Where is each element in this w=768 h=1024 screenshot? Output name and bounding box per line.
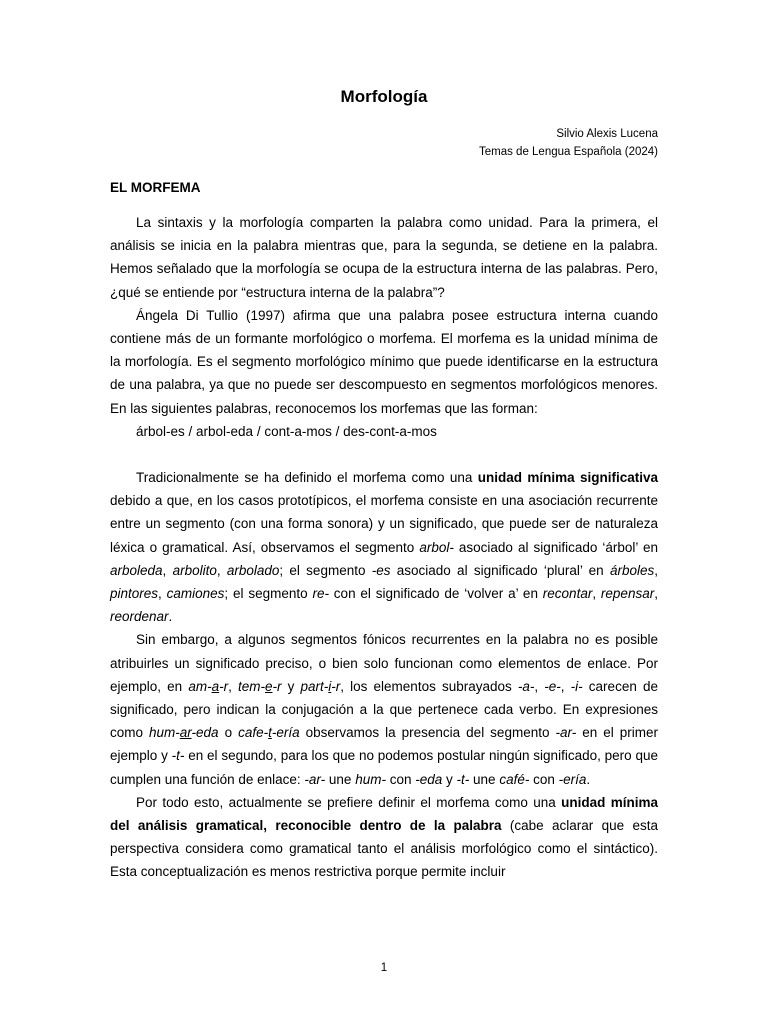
paragraph-gap <box>110 443 658 466</box>
document-body <box>110 211 658 884</box>
course-name: Temas de Lengua Española (2024) <box>478 146 658 158</box>
document-page <box>110 0 658 1024</box>
paragraph-1: La sintaxis y la morfología comparten la palabra como unidad. Para la primera, el análisis se inicia en la palabra mientras que, para la segunda, se detiene en la palabra. Hemos señalado que la morfología se ocupa de la estructura interna de las palabras. Pero, ¿qué se entiende por “estructura interna de la palabra”? <box>110 215 658 300</box>
author-name: Silvio Alexis Lucena <box>556 128 658 140</box>
section-heading: EL MORFEMA <box>110 180 201 195</box>
author-block <box>479 125 658 161</box>
morpheme-examples: árbol-es / arbol-eda / cont-a-mos / des-cont-a-mos <box>136 423 437 439</box>
paragraph-3: Tradicionalmente se ha definido el morfema como una unidad mínima significativa debido a que, en los casos prototípicos, el morfema consiste en una asociación recurrente entre un segmento (con una forma sonora) y un significado, que puede ser de naturaleza léxica o gramatical. Así, observamos el segmento arbol- asociado al significado ‘árbol’ en arboleda, arbolito, arbolado; el segmento -es asociado al significado ‘plural’ en árboles, pintores, camiones; el segmento re- con el significado de ‘volver a’ en recontar, repensar, reordenar. <box>110 470 658 625</box>
document-title: Morfología <box>340 87 428 106</box>
paragraph-2: Ángela Di Tullio (1997) afirma que una palabra posee estructura interna cuando contiene más de un formante morfológico o morfema. El morfema es la unidad mínima de la morfología. Es el segmento morfológico mínimo que puede identificarse en la estructura de una palabra, ya que no puede ser descompuesto en segmentos morfológicos menores. En las siguientes palabras, reconocemos los morfemas que las forman: <box>110 307 658 416</box>
paragraph-4: Sin embargo, a algunos segmentos fónicos recurrentes en la palabra no es posible atribuirles un significado preciso, o bien solo funcionan como elementos de enlace. Por ejemplo, en am-a-r, tem-e-r y part-i-r, los elementos subrayados -a-, -e-, -i- carecen de significado, pero indican la conjugación a la que pertenece cada verbo. En expresiones como hum-ar-eda o cafe-t-ería observamos la presencia del segmento -ar- en el primer ejemplo y -t- en el segundo, para los que no podemos postular ningún significado, pero que cumplen una función de enlace: -ar- une hum- con -eda y -t- une café- con -ería. <box>110 632 659 787</box>
page-number: 1 <box>380 962 388 974</box>
paragraph-5: Por todo esto, actualmente se prefiere definir el morfema como una unidad mínima del análisis gramatical, reconocible dentro de la palabra (cabe aclarar que esta perspectiva considera como gramatical tanto el análisis morfológico como el sintáctico). Esta conceptualización es menos restrictiva porque permite incluir <box>110 794 658 880</box>
